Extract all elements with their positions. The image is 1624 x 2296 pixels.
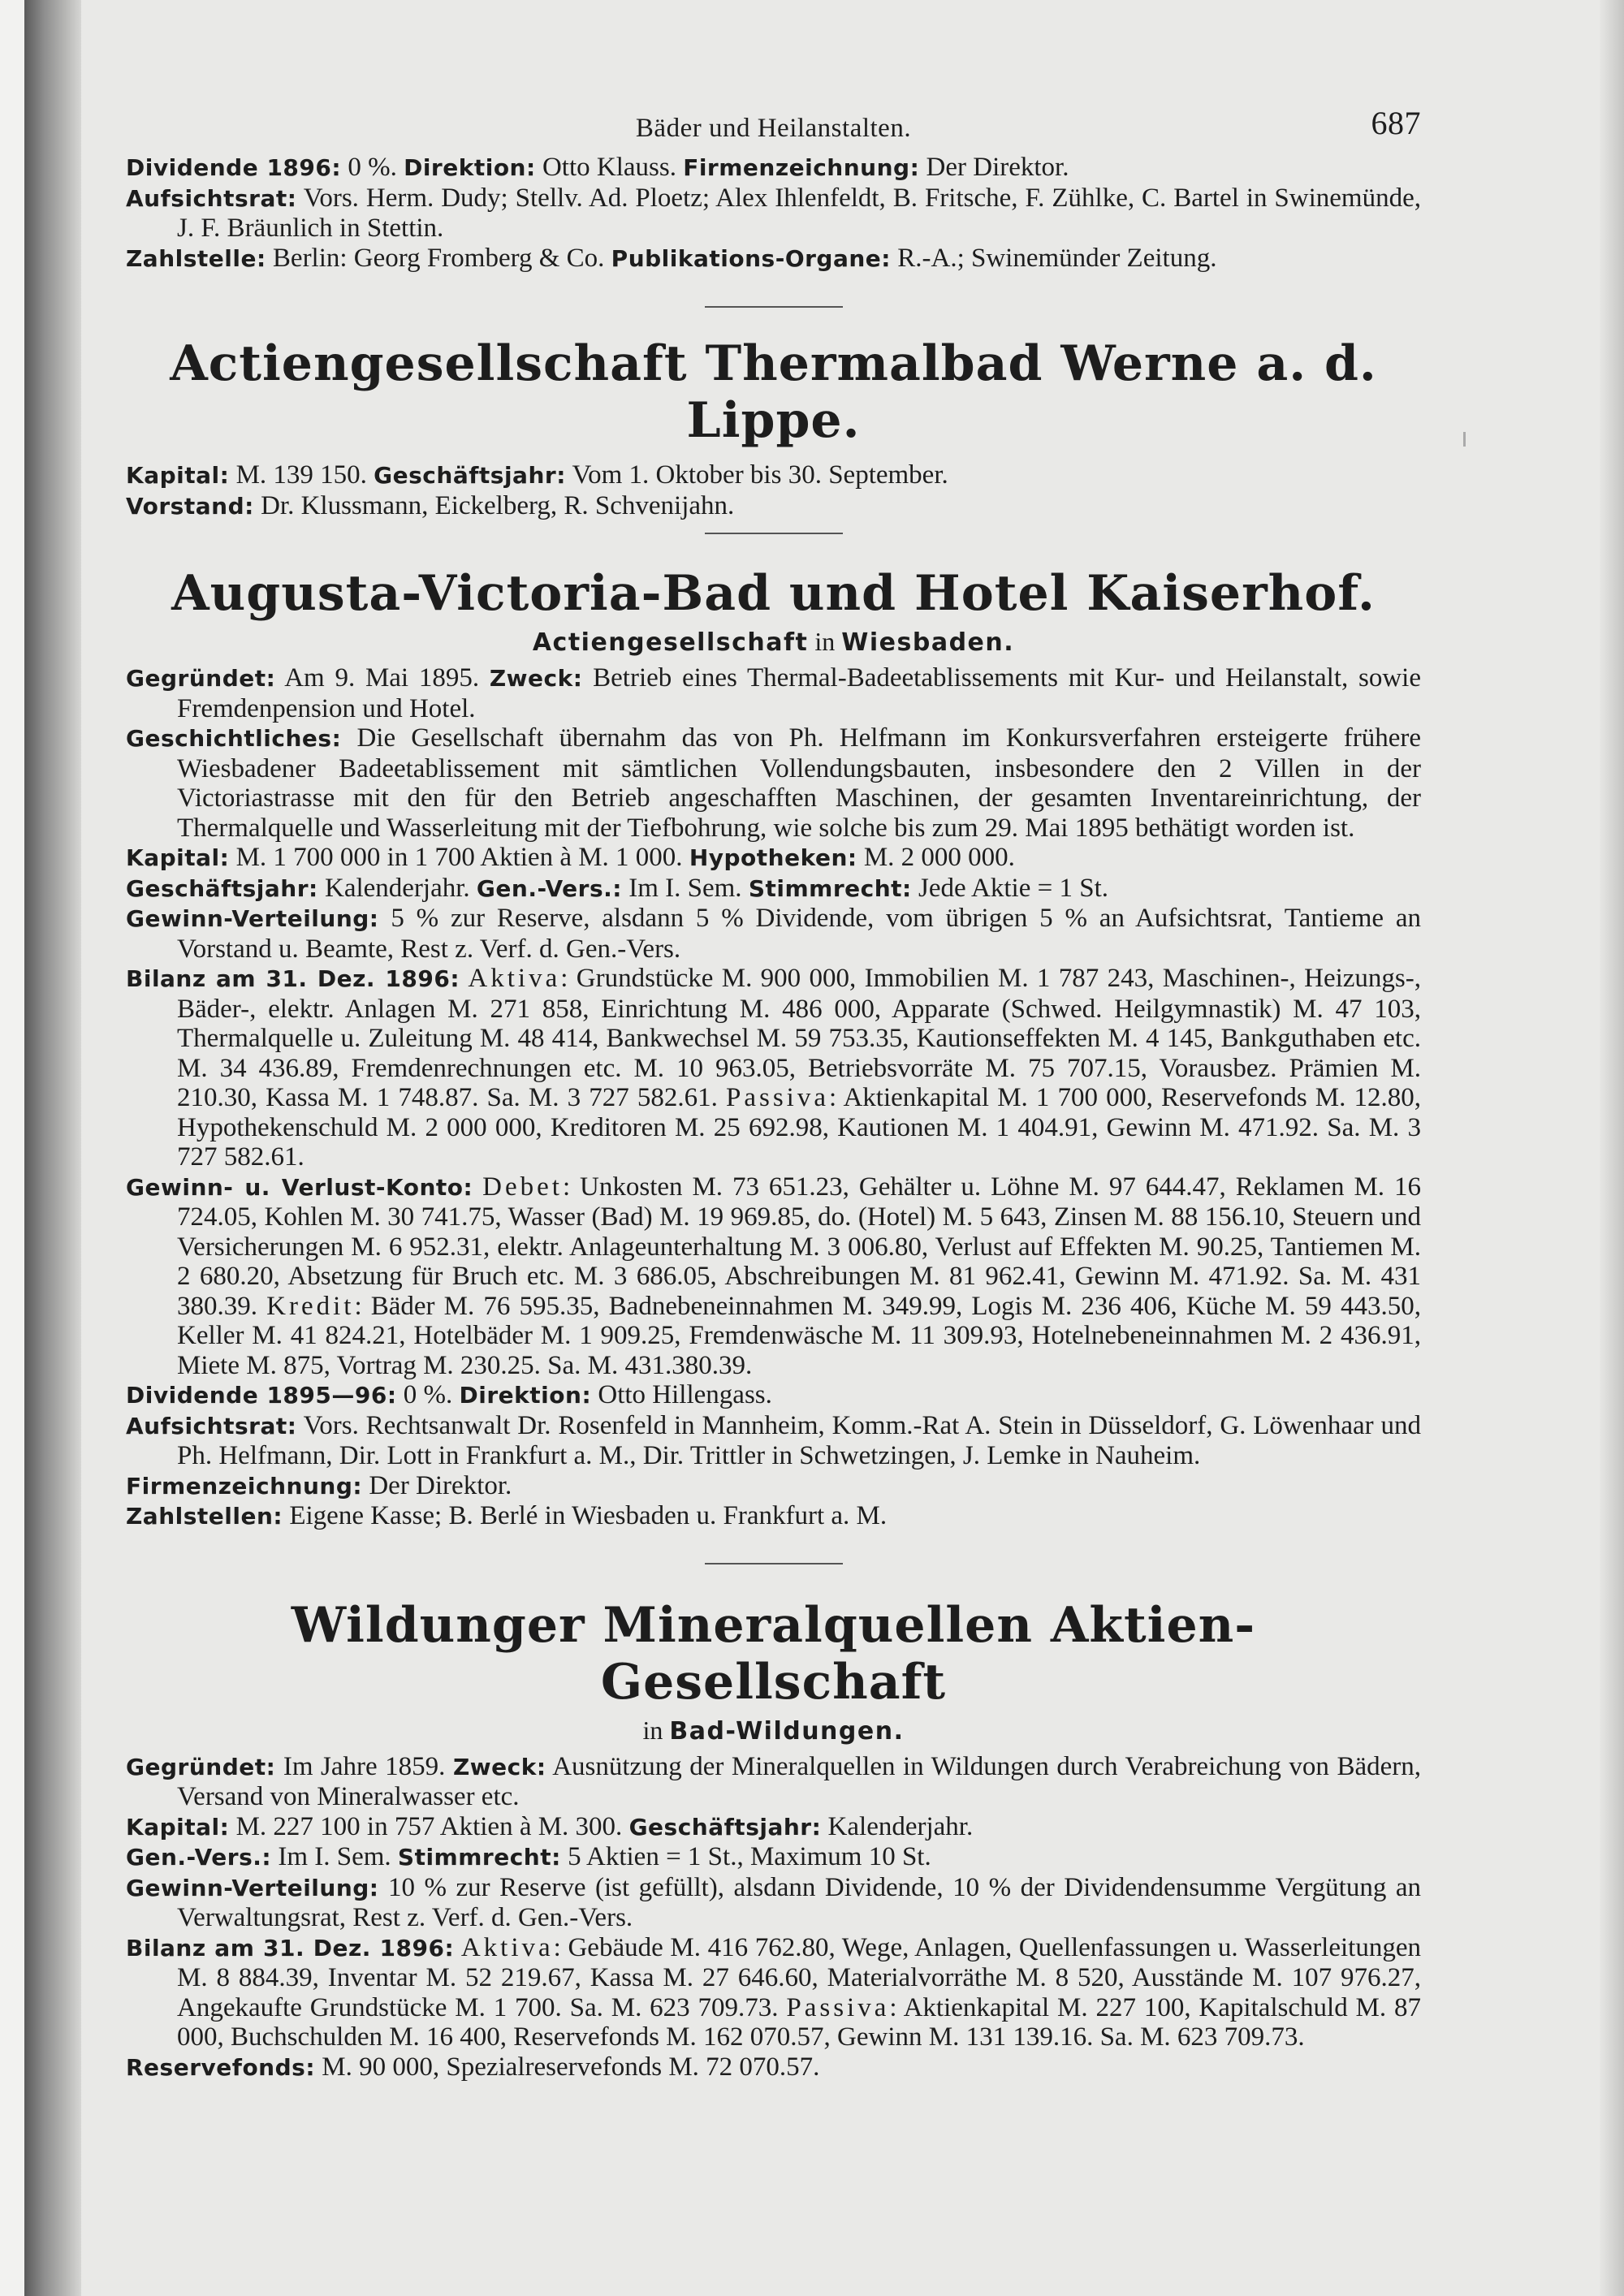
subtitle-company-type: Actiengesellschaft — [532, 628, 809, 657]
entry-label: Gewinn- u. Verlust-Konto: — [126, 1173, 473, 1201]
page-margin-left — [0, 0, 24, 2296]
entry-label: Zahlstelle: — [126, 244, 266, 272]
entry-label: Aufsichtsrat: — [126, 1412, 297, 1439]
entry-text: M. 1 700 000 in 1 700 Aktien à M. 1 000. — [229, 843, 689, 872]
entry-text: M. 227 100 in 757 Aktien à M. 300. — [229, 1811, 629, 1841]
entry-paragraph — [126, 1933, 1421, 2052]
entry-text: : Aktienkapital M. 1 700 000, Reservefonds M. 12.80, Hypothekenschuld M. 2 000 000, Kreditoren M. 25 692.98, Kautionen M. 1 404.91, Gewinn M. 471.92. Sa. M. 3 727 582.61. — [177, 1083, 1422, 1172]
entry-text: M. 139 150. — [229, 460, 374, 490]
company-title-wildunger: Wildunger Mineralquellen Aktien-Gesellschaft — [291, 1596, 1256, 1711]
entry-text: Vors. Rechtsanwalt Dr. Rosenfeld in Mannheim, Komm.-Rat A. Stein in Düsseldorf, G. Löwenhaar und Ph. Helfmann, Dir. Lott in Frankfurt a. M., Dir. Trittler in Schwetzingen, J. Lemke in Nauheim. — [177, 1410, 1421, 1470]
entry-text: R.-A.; Swinemünder Zeitung. — [891, 243, 1217, 273]
entry-paragraph — [126, 904, 1421, 964]
entry-label: Bilanz am 31. Dez. 1896: — [126, 965, 460, 992]
entry-label: Geschäftsjahr: — [126, 874, 318, 902]
entry-section-heading: Passiva — [786, 1992, 890, 2022]
subtitle-in: in — [642, 1715, 670, 1745]
entry-paragraph — [126, 663, 1421, 723]
subtitle-in: in — [808, 627, 842, 656]
entry-text: Am 9. Mai 1895. — [275, 663, 490, 693]
page-content — [126, 104, 1421, 2082]
entry-text: Jede Aktie = 1 St. — [911, 873, 1108, 903]
entry-paragraph — [126, 491, 1421, 522]
entry-text: 5 Aktien = 1 St., Maximum 10 St. — [560, 1842, 931, 1871]
entry-paragraph — [126, 843, 1421, 874]
entry-paragraph — [126, 183, 1421, 244]
entry-label: Hypotheken: — [689, 844, 857, 871]
entry-label: Bilanz am 31. Dez. 1896: — [126, 1934, 455, 1962]
entry-text: Kalenderjahr. — [317, 873, 477, 903]
entry-label: Gen.-Vers.: — [476, 874, 622, 902]
entry-text: M. 90 000, Spezialreservefonds M. 72 070.57. — [315, 2052, 820, 2082]
entry-label: Direktion: — [404, 154, 536, 181]
book-spine-shadow — [24, 0, 81, 2296]
entry-label: Firmenzeichnung: — [683, 154, 920, 181]
entry-paragraph — [126, 1172, 1421, 1381]
entry-label: Dividende 1896: — [126, 154, 342, 181]
entry-section-heading: Aktiva — [460, 1932, 554, 1962]
entry-label: Zweck: — [489, 665, 583, 692]
entry-paragraph — [126, 244, 1421, 274]
entry-section-heading: Passiva — [726, 1083, 829, 1112]
entry-text: : Grundstücke M. 900 000, Immobilien M. 1 787 243, Maschinen-, Heizungs-, Bäder-, elektr. Anlagen M. 271 858, Einrichtung M. 486 000, Apparate (Schwed. Heilgymnastik) M. 47 103, Thermalquelle u. Zuleitung M. 48 414, Bankwechsel M. 59 753.35, Kautionseffekten M. 4 145, Bankguthaben etc. M. 34 436.89, Fremdenrechnungen etc. M. 10 963.05, Betriebsvorräte M. 75 707.15, Vorausbez. Prämien M. 210.30, Kassa M. 1 748.87. Sa. M. 3 727 582.61. — [177, 964, 1421, 1112]
entry-paragraph — [126, 723, 1421, 843]
entry-text: Im Jahre 1859. — [275, 1751, 453, 1781]
entry-text: Otto Hillengass. — [591, 1380, 772, 1409]
running-header-title: Bäder und Heilanstalten. — [635, 114, 912, 143]
entry-paragraph — [126, 2052, 1421, 2083]
entry-text: Der Direktor. — [919, 153, 1069, 182]
entry-paragraph — [126, 874, 1421, 904]
entry-text: Eigene Kasse; B. Berlé in Wiesbaden u. Frankfurt a. M. — [283, 1501, 888, 1530]
entry-label: Firmenzeichnung: — [126, 1472, 363, 1500]
entry-paragraph — [126, 1842, 1421, 1873]
entry-text: Die Gesellschaft übernahm das von Ph. Helfmann im Konkursverfahren ersteigerte frühere Wiesbadener Badeetablissement mit sämtlichen Vollendungsbauten, insbesondere den 2 Villen in der Victoriastrasse mit den für den Betrieb angeschafften Maschinen, der gesamten Inventareinrichtung, der Thermalquelle und Wasserleitung mit der Tiefbohrung, wie solche bis zum 29. Mai 1895 bethätigt worden ist. — [177, 723, 1421, 843]
entry-section-heading: Debet — [482, 1172, 563, 1202]
entry-text — [473, 1172, 482, 1202]
entry-text: : Bäder M. 76 595.35, Badnebeneinnahmen M. 349.99, Logis M. 236 406, Küche M. 59 443.50, Keller M. 41 824.21, Hotelbäder M. 1 909.25, Fremdenwäsche M. 11 309.93, Hotelnebeneinnahmen M. 2 436.91, Miete M. 875, Vortrag M. 230.25. Sa. M. 431.380.39. — [177, 1291, 1422, 1380]
company-title-thermalbad-werne: Actiengesellschaft Thermalbad Werne a. d. Lippe. — [170, 335, 1377, 449]
entry-label: Gen.-Vers.: — [126, 1844, 272, 1871]
entry-paragraph — [126, 1380, 1421, 1411]
company-subtitle-augusta-victoria — [126, 627, 1421, 657]
entry-label: Kapital: — [126, 1813, 230, 1841]
entry-paragraph — [126, 1471, 1421, 1502]
entry-label: Stimmrecht: — [748, 874, 912, 902]
company-subtitle-wildunger — [126, 1716, 1421, 1746]
entry-paragraph — [126, 153, 1421, 183]
entry-text: 10 % zur Reserve (ist gefüllt), alsdann Dividende, 10 % der Dividendensumme Vergütung an Verwaltungsrat, Rest z. Verf. d. Gen.-Vers. — [177, 1872, 1421, 1932]
entry-text: Im I. Sem. — [271, 1842, 398, 1871]
entry-text: Dr. Klussmann, Eickelberg, R. Schvenijahn. — [253, 490, 735, 520]
subtitle-place: Bad-Wildungen. — [669, 1716, 905, 1746]
entry-paragraph — [126, 1812, 1421, 1843]
entry-label: Publikations-Organe: — [611, 244, 891, 272]
entry-text: Im I. Sem. — [621, 873, 749, 903]
company-title-augusta-victoria: Augusta-Victoria-Bad und Hotel Kaiserhof. — [171, 565, 1376, 622]
page-edge-right — [1600, 0, 1624, 2296]
company-entries-thermalbad-werne — [126, 460, 1421, 521]
entry-label: Zweck: — [452, 1753, 546, 1780]
entry-text — [454, 1933, 461, 1962]
entry-text: 0 %. — [396, 1380, 460, 1409]
section-divider — [705, 306, 843, 308]
section-divider — [705, 1563, 843, 1564]
entry-label: Gegründet: — [126, 665, 276, 692]
entry-label: Gewinn-Verteilung: — [126, 1874, 379, 1901]
company-entries-wildunger — [126, 1752, 1421, 2083]
entry-label: Dividende 1895—96: — [126, 1382, 397, 1409]
entry-label: Vorstand: — [126, 492, 254, 520]
section-divider — [705, 533, 843, 534]
entry-text: Vors. Herm. Dudy; Stellv. Ad. Ploetz; Alex Ihlenfeldt, B. Fritsche, F. Zühlke, C. Bartel in Swinemünde, J. F. Bräunlich in Stettin. — [177, 183, 1421, 243]
page-number: 687 — [1371, 105, 1421, 141]
entry-text: Ausnützung der Mineralquellen in Wildungen durch Verabreichung von Bädern, Versand von Mineralwasser etc. — [177, 1751, 1421, 1811]
entry-text: : Gebäude M. 416 762.80, Wege, Anlagen, Quellenfassungen u. Wasserleitungen M. 8 884.39, Inventar M. 52 219.67, Kassa M. 27 646.60, Materialvorräthe M. 8 520, Ausstände M. 107 976.27, Angekaufte Grundstücke M. 1 700. Sa. M. 623 709.73. — [177, 1932, 1421, 2022]
entry-paragraph — [126, 460, 1421, 491]
entry-label: Geschäftsjahr: — [628, 1813, 822, 1841]
entry-text: Kalenderjahr. — [821, 1811, 974, 1841]
entry-text: Der Direktor. — [362, 1470, 512, 1500]
entry-label: Geschäftsjahr: — [374, 462, 566, 489]
entry-label: Direktion: — [459, 1382, 592, 1409]
entry-text: Otto Klauss. — [535, 153, 684, 182]
entry-text: 0 %. — [341, 153, 404, 182]
entry-label: Geschichtliches: — [126, 725, 342, 752]
entry-section-heading: Aktiva — [468, 964, 561, 993]
entry-label: Gegründet: — [126, 1753, 276, 1780]
entry-text: : Aktienkapital M. 227 100, Kapitalschuld M. 87 000, Buchschulden M. 16 400, Reservefonds M. 162 070.57, Gewinn M. 131 139.16. Sa. M. 623 709.73. — [177, 1992, 1421, 2052]
entry-paragraph — [126, 964, 1421, 1172]
entry-paragraph — [126, 1501, 1421, 1532]
entry-label: Zahlstellen: — [126, 1503, 283, 1530]
subtitle-place: Wiesbaden. — [841, 628, 1015, 657]
entry-text: Betrieb eines Thermal-Badeetablissements mit Kur- und Heilanstalt, sowie Fremdenpension und Hotel. — [177, 663, 1421, 723]
entry-label: Stimmrecht: — [397, 1844, 561, 1871]
company-entries-augusta-victoria — [126, 663, 1421, 1532]
entry-label: Reservefonds: — [126, 2053, 316, 2081]
entry-label: Gewinn-Verteilung: — [126, 905, 379, 932]
entry-text: M. 2 000 000. — [857, 843, 1015, 872]
entry-label: Kapital: — [126, 462, 230, 489]
entry-text — [460, 964, 468, 993]
entry-text: Berlin: Georg Fromberg & Co. — [266, 243, 611, 273]
entry-paragraph — [126, 1752, 1421, 1812]
top-section — [126, 153, 1421, 274]
entry-text: 5 % zur Reserve, alsdann 5 % Dividende, vom übrigen 5 % an Aufsichtsrat, Tantieme an Vorstand u. Beamte, Rest z. Verf. d. Gen.-Vers. — [177, 904, 1421, 964]
entry-text: Vom 1. Oktober bis 30. September. — [565, 460, 948, 490]
entry-paragraph — [126, 1411, 1421, 1471]
entry-label: Kapital: — [126, 844, 230, 871]
entry-section-heading: Kredit — [266, 1291, 355, 1321]
margin-mark — [1463, 432, 1466, 447]
entry-label: Aufsichtsrat: — [126, 184, 297, 212]
entry-text: : Unkosten M. 73 651.23, Gehälter u. Löhne M. 97 644.47, Reklamen M. 16 724.05, Kohlen M. 30 741.75, Wasser (Bad) M. 19 969.85, do. (Hotel) M. 5 643, Zinsen M. 88 156.10, Steuern und Versicherungen M. 6 952.31, elektr. Anlageunterhaltung M. 3 006.80, Verlust auf Effekten M. 90.25, Tantiemen M. 2 680.20, Absetzung für Bruch etc. M. 3 686.05, Abschreibungen M. 81 962.41, Gewinn M. 471.92. Sa. M. 431 380.39. — [177, 1172, 1421, 1321]
running-header — [126, 104, 1421, 149]
entry-paragraph — [126, 1873, 1421, 1933]
